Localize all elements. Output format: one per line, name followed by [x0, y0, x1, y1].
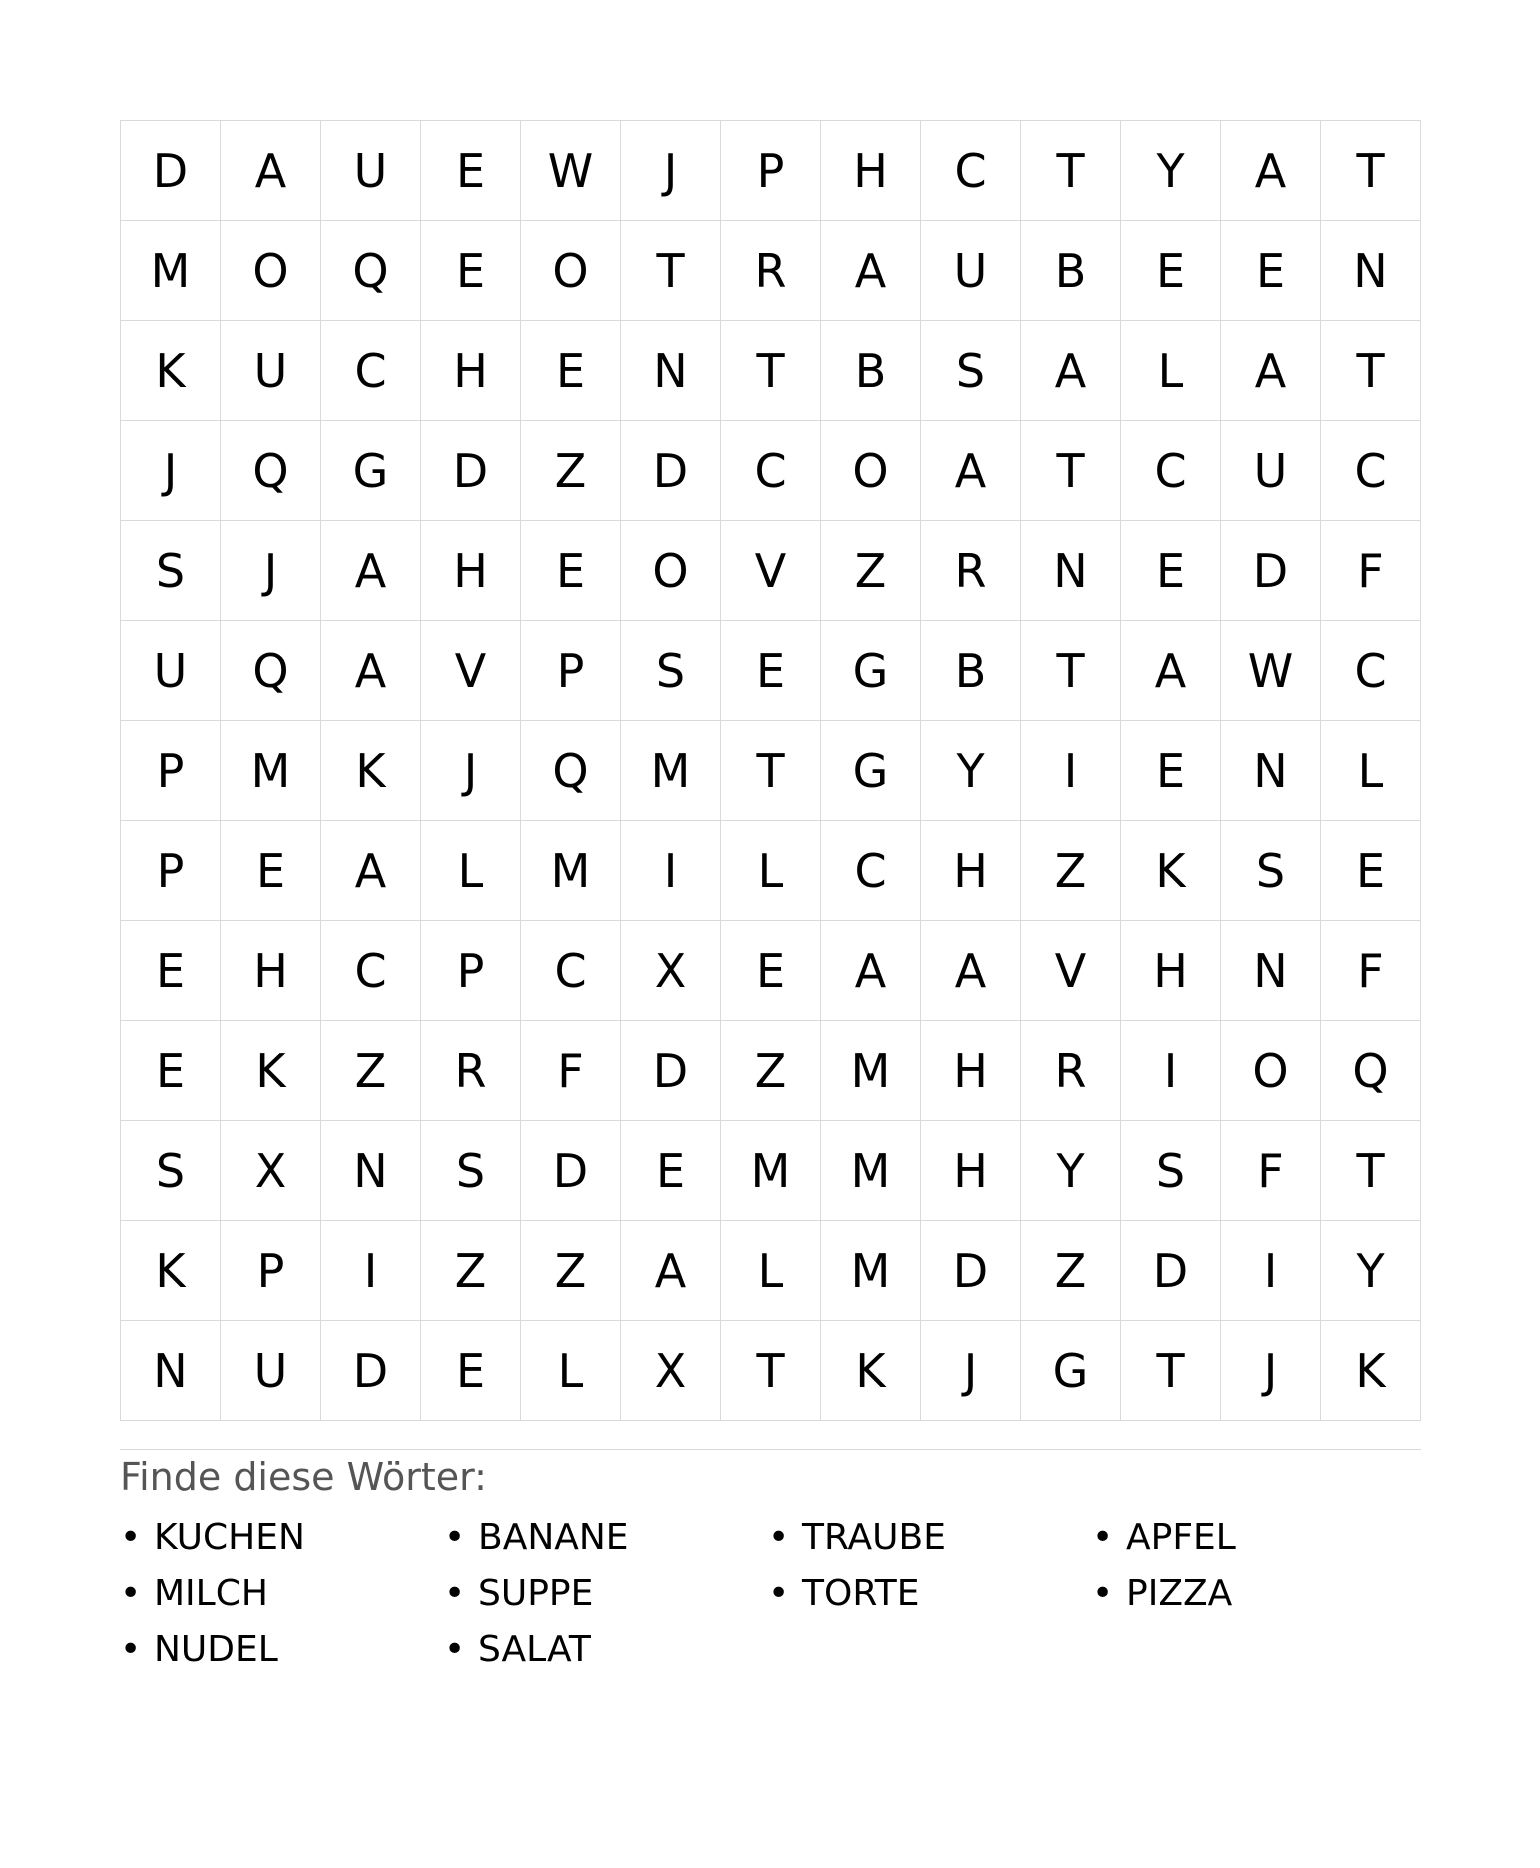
grid-cell[interactable]: R	[921, 521, 1021, 621]
grid-cell[interactable]: P	[421, 921, 521, 1021]
grid-cell[interactable]: O	[621, 521, 721, 621]
grid-cell[interactable]: S	[1221, 821, 1321, 921]
grid-cell[interactable]: I	[621, 821, 721, 921]
bullet-icon: •	[120, 1517, 142, 1558]
grid-cell[interactable]: T	[1321, 1121, 1421, 1221]
grid-cell[interactable]: H	[221, 921, 321, 1021]
grid-cell[interactable]: C	[921, 121, 1021, 221]
grid-cell[interactable]: C	[821, 821, 921, 921]
grid-cell[interactable]: F	[521, 1021, 621, 1121]
grid-cell[interactable]: T	[721, 721, 821, 821]
grid-cell[interactable]: K	[1121, 821, 1221, 921]
grid-cell[interactable]: S	[921, 321, 1021, 421]
grid-cell[interactable]: J	[921, 1321, 1021, 1421]
grid-cell[interactable]: V	[721, 521, 821, 621]
grid-cell[interactable]: S	[1121, 1121, 1221, 1221]
grid-cell[interactable]: T	[1021, 121, 1121, 221]
grid-cell[interactable]: A	[1121, 621, 1221, 721]
grid-cell[interactable]: C	[721, 421, 821, 521]
grid-cell[interactable]: E	[221, 821, 321, 921]
grid-cell[interactable]: M	[221, 721, 321, 821]
grid-cell[interactable]: U	[221, 1321, 321, 1421]
bullet-icon: •	[444, 1517, 466, 1558]
grid-cell[interactable]: N	[1321, 221, 1421, 321]
grid-cell[interactable]: A	[321, 521, 421, 621]
word-list-item	[1092, 1566, 1416, 1622]
grid-cell[interactable]: G	[321, 421, 421, 521]
grid-cell[interactable]: S	[421, 1121, 521, 1221]
grid-cell[interactable]: P	[521, 621, 621, 721]
word-label: NUDEL	[154, 1629, 278, 1670]
grid-cell[interactable]: Z	[321, 1021, 421, 1121]
grid-cell[interactable]: R	[1021, 1021, 1121, 1121]
grid-cell[interactable]: D	[621, 421, 721, 521]
grid-cell[interactable]: E	[421, 121, 521, 221]
grid-cell[interactable]: G	[821, 621, 921, 721]
grid-cell[interactable]: I	[321, 1221, 421, 1321]
grid-cell[interactable]: I	[1221, 1221, 1321, 1321]
grid-cell[interactable]: E	[1121, 721, 1221, 821]
grid-cell[interactable]: T	[1021, 621, 1121, 721]
grid-cell[interactable]: A	[821, 221, 921, 321]
grid-cell[interactable]: M	[821, 1121, 921, 1221]
grid-cell[interactable]: P	[721, 121, 821, 221]
grid-cell[interactable]: D	[1121, 1221, 1221, 1321]
grid-cell[interactable]: A	[321, 821, 421, 921]
word-list-title: Finde diese Wörter:	[120, 1455, 487, 1499]
word-list-item	[120, 1566, 444, 1622]
grid-cell[interactable]: J	[421, 721, 521, 821]
grid-cell[interactable]: P	[121, 821, 221, 921]
bullet-icon: •	[768, 1517, 790, 1558]
grid-cell[interactable]: J	[221, 521, 321, 621]
grid-cell[interactable]: N	[121, 1321, 221, 1421]
grid-cell[interactable]: H	[421, 521, 521, 621]
grid-cell[interactable]: C	[1121, 421, 1221, 521]
grid-cell[interactable]: E	[1321, 821, 1421, 921]
word-list-item	[768, 1566, 1092, 1622]
grid-cell[interactable]: T	[1321, 121, 1421, 221]
grid-cell[interactable]: M	[821, 1221, 921, 1321]
grid-cell[interactable]: H	[921, 1121, 1021, 1221]
grid-cell[interactable]: M	[521, 821, 621, 921]
grid-cell[interactable]: U	[921, 221, 1021, 321]
grid-cell[interactable]: T	[1121, 1321, 1221, 1421]
word-label: KUCHEN	[154, 1517, 305, 1558]
grid-cell[interactable]: A	[1221, 121, 1321, 221]
grid-cell[interactable]: E	[421, 221, 521, 321]
grid-cell[interactable]: A	[321, 621, 421, 721]
grid-cell[interactable]: S	[621, 621, 721, 721]
grid-cell[interactable]: N	[1221, 921, 1321, 1021]
grid-cell[interactable]: F	[1221, 1121, 1321, 1221]
grid-cell[interactable]: X	[621, 1321, 721, 1421]
grid-cell[interactable]: S	[121, 1121, 221, 1221]
grid-cell[interactable]: L	[521, 1321, 621, 1421]
grid-cell[interactable]: C	[1321, 421, 1421, 521]
grid-cell[interactable]: M	[721, 1121, 821, 1221]
grid-cell[interactable]: D	[521, 1121, 621, 1221]
grid-cell[interactable]: A	[921, 921, 1021, 1021]
grid-cell[interactable]: U	[221, 321, 321, 421]
word-list-item	[1092, 1510, 1416, 1566]
word-list-item	[768, 1510, 1092, 1566]
grid-cell[interactable]: S	[121, 521, 221, 621]
grid-cell[interactable]: E	[721, 921, 821, 1021]
grid-cell[interactable]: H	[421, 321, 521, 421]
grid-cell[interactable]: T	[721, 1321, 821, 1421]
grid-cell[interactable]: E	[421, 1321, 521, 1421]
grid-cell[interactable]: E	[121, 921, 221, 1021]
grid-cell[interactable]: K	[1321, 1321, 1421, 1421]
grid-cell[interactable]: J	[121, 421, 221, 521]
grid-cell[interactable]: H	[821, 121, 921, 221]
grid-cell[interactable]: G	[821, 721, 921, 821]
grid-cell[interactable]: P	[121, 721, 221, 821]
grid-cell[interactable]: A	[1221, 321, 1321, 421]
grid-cell[interactable]: V	[421, 621, 521, 721]
grid-cell[interactable]: C	[521, 921, 621, 1021]
grid-cell[interactable]: D	[921, 1221, 1021, 1321]
grid-cell[interactable]: U	[1221, 421, 1321, 521]
grid-cell[interactable]: W	[521, 121, 621, 221]
grid-cell[interactable]: P	[221, 1221, 321, 1321]
grid-cell[interactable]: L	[1121, 321, 1221, 421]
grid-cell[interactable]: K	[821, 1321, 921, 1421]
grid-cell[interactable]: E	[121, 1021, 221, 1121]
grid-cell[interactable]: A	[921, 421, 1021, 521]
word-list	[120, 1510, 1420, 1678]
grid-cell[interactable]: T	[1021, 421, 1121, 521]
bullet-icon: •	[1092, 1517, 1114, 1558]
grid-cell[interactable]: D	[321, 1321, 421, 1421]
grid-cell[interactable]: Q	[221, 421, 321, 521]
grid-cell[interactable]: H	[921, 821, 1021, 921]
grid-cell[interactable]: K	[321, 721, 421, 821]
word-list-item	[120, 1622, 444, 1678]
grid-cell[interactable]: O	[521, 221, 621, 321]
grid-cell[interactable]: Z	[421, 1221, 521, 1321]
grid-cell[interactable]: D	[421, 421, 521, 521]
grid-cell[interactable]: Z	[821, 521, 921, 621]
grid-cell[interactable]: I	[1121, 1021, 1221, 1121]
grid-cell[interactable]: U	[321, 121, 421, 221]
grid-cell[interactable]: Z	[521, 1221, 621, 1321]
grid-cell[interactable]: C	[321, 321, 421, 421]
grid-cell[interactable]: O	[221, 221, 321, 321]
grid-cell[interactable]: L	[421, 821, 521, 921]
grid-cell[interactable]: X	[221, 1121, 321, 1221]
divider	[120, 1449, 1421, 1450]
grid-cell[interactable]: J	[621, 121, 721, 221]
bullet-icon: •	[1092, 1573, 1114, 1614]
grid-cell[interactable]: E	[521, 321, 621, 421]
grid-cell[interactable]: B	[921, 621, 1021, 721]
grid-cell[interactable]: Z	[521, 421, 621, 521]
grid-cell[interactable]: O	[1221, 1021, 1321, 1121]
grid-cell[interactable]: E	[621, 1121, 721, 1221]
word-list-item	[444, 1566, 768, 1622]
grid-cell[interactable]: A	[221, 121, 321, 221]
grid-cell[interactable]: B	[1021, 221, 1121, 321]
grid-cell[interactable]: N	[1221, 721, 1321, 821]
grid-cell[interactable]: W	[1221, 621, 1321, 721]
grid-cell[interactable]: B	[821, 321, 921, 421]
grid-cell[interactable]: A	[1021, 321, 1121, 421]
grid-cell[interactable]: F	[1321, 921, 1421, 1021]
word-search-grid	[120, 120, 1421, 1421]
grid-cell[interactable]: Y	[921, 721, 1021, 821]
word-label: TRAUBE	[802, 1517, 946, 1558]
grid-cell[interactable]: Q	[1321, 1021, 1421, 1121]
word-label: BANANE	[478, 1517, 629, 1558]
grid-cell[interactable]: J	[1221, 1321, 1321, 1421]
grid-cell[interactable]: K	[121, 321, 221, 421]
grid-cell[interactable]: F	[1321, 521, 1421, 621]
grid-cell[interactable]: M	[821, 1021, 921, 1121]
word-label: APFEL	[1126, 1517, 1236, 1558]
word-label: TORTE	[802, 1573, 920, 1614]
bullet-icon: •	[444, 1629, 466, 1670]
word-label: MILCH	[154, 1573, 268, 1614]
grid-cell[interactable]: C	[321, 921, 421, 1021]
grid-cell[interactable]: Q	[221, 621, 321, 721]
grid-cell[interactable]: E	[721, 621, 821, 721]
grid-cell[interactable]: D	[1221, 521, 1321, 621]
grid-cell[interactable]: Q	[521, 721, 621, 821]
grid-cell[interactable]: E	[521, 521, 621, 621]
grid-cell[interactable]: D	[621, 1021, 721, 1121]
grid-cell[interactable]: L	[721, 1221, 821, 1321]
grid-cell[interactable]: Y	[1121, 121, 1221, 221]
grid-cell[interactable]: R	[421, 1021, 521, 1121]
grid-cell[interactable]: O	[821, 421, 921, 521]
grid-cell[interactable]: I	[1021, 721, 1121, 821]
grid-cell[interactable]: H	[921, 1021, 1021, 1121]
bullet-icon: •	[444, 1573, 466, 1614]
grid-cell[interactable]: K	[221, 1021, 321, 1121]
bullet-icon: •	[768, 1573, 790, 1614]
grid-cell[interactable]: M	[621, 721, 721, 821]
grid-cell[interactable]: L	[721, 821, 821, 921]
grid-cell[interactable]: N	[621, 321, 721, 421]
grid-cell[interactable]: E	[1121, 221, 1221, 321]
grid-cell[interactable]: Y	[1021, 1121, 1121, 1221]
word-list-item	[444, 1510, 768, 1566]
grid-cell[interactable]: A	[821, 921, 921, 1021]
grid-cell[interactable]: X	[621, 921, 721, 1021]
word-list-item	[120, 1510, 444, 1566]
grid-cell[interactable]: E	[1121, 521, 1221, 621]
grid-cell[interactable]: Z	[721, 1021, 821, 1121]
grid-cell[interactable]: Z	[1021, 821, 1121, 921]
bullet-icon: •	[120, 1629, 142, 1670]
grid-cell[interactable]: K	[121, 1221, 221, 1321]
word-label: SALAT	[478, 1629, 591, 1670]
grid-cell[interactable]: T	[1321, 321, 1421, 421]
grid-cell[interactable]: T	[721, 321, 821, 421]
grid-cell[interactable]: N	[321, 1121, 421, 1221]
grid-cell[interactable]: V	[1021, 921, 1121, 1021]
grid-cell[interactable]: Y	[1321, 1221, 1421, 1321]
grid-cell[interactable]: D	[121, 121, 221, 221]
grid-cell[interactable]: H	[1121, 921, 1221, 1021]
word-label: SUPPE	[478, 1573, 594, 1614]
grid-cell[interactable]: L	[1321, 721, 1421, 821]
grid-cell[interactable]: A	[621, 1221, 721, 1321]
grid-cell[interactable]: M	[121, 221, 221, 321]
grid-cell[interactable]: Q	[321, 221, 421, 321]
grid-cell[interactable]: N	[1021, 521, 1121, 621]
grid-cell[interactable]: U	[121, 621, 221, 721]
grid-cell[interactable]: G	[1021, 1321, 1121, 1421]
word-list-item	[444, 1622, 768, 1678]
grid-cell[interactable]: R	[721, 221, 821, 321]
grid-cell[interactable]: C	[1321, 621, 1421, 721]
bullet-icon: •	[120, 1573, 142, 1614]
grid-cell[interactable]: T	[621, 221, 721, 321]
grid-cell[interactable]: Z	[1021, 1221, 1121, 1321]
grid-cell[interactable]: E	[1221, 221, 1321, 321]
word-label: PIZZA	[1126, 1573, 1233, 1614]
